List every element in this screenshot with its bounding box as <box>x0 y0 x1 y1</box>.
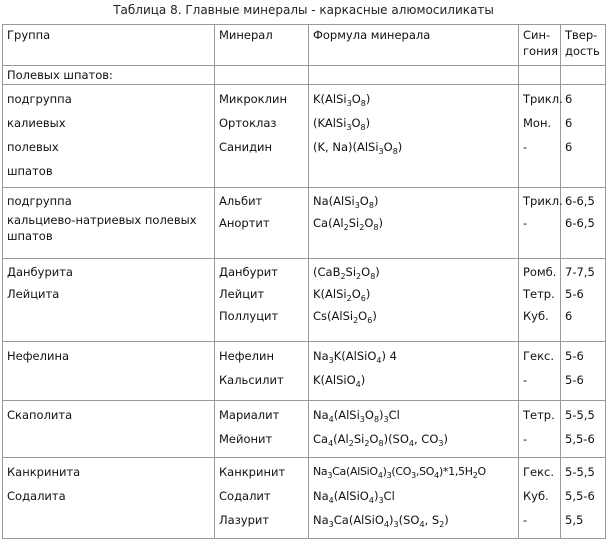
hardness-cell: 5-5,5 5,5-6 5,5 <box>561 458 606 539</box>
group-cell: Данбурита Лейцита <box>3 259 215 342</box>
mineral-cell: Микроклин Ортоклаз Санидин <box>215 85 309 188</box>
formula-cell <box>309 188 519 259</box>
syngony-cell: Ромб. Тетр. Куб. <box>519 259 561 342</box>
syngony-cell: Трикл. Мон. - <box>519 85 561 188</box>
formula-text: $Na(AlSi_3O_8)$ <box>313 194 379 210</box>
formula-text: $Na_4(AlSi_3O_8)_3Cl$ <box>313 408 400 424</box>
formula-cell <box>309 259 519 342</box>
table-row <box>3 85 606 188</box>
header-hardness: Твер- дость <box>561 25 606 66</box>
group-cell: Скаполита <box>3 401 215 458</box>
group-cell: Канкринита Содалита <box>3 458 215 539</box>
mineral-cell: Альбит Анортит <box>215 188 309 259</box>
syngony-cell: Тетр. - <box>519 401 561 458</box>
formula-text: $(CaB_2Si_2O_8)$ <box>313 265 380 281</box>
hardness-cell: 7-7,5 5-6 6 <box>561 259 606 342</box>
table-caption: Таблица 8. Главные минералы - каркасные алюмосиликаты <box>113 3 494 17</box>
hardness-cell: 6 6 6 <box>561 85 606 188</box>
header-mineral: Минерал <box>215 25 309 66</box>
formula-text: $Ca_4(Al_2Si_2O_8)(SO_4$, $CO_3$) <box>313 432 448 448</box>
formula-text: $K(AlSi_3O_8)$ <box>313 92 371 108</box>
syngony-cell: Трикл. - <box>519 188 561 259</box>
formula-cell <box>309 458 519 539</box>
formula-text: $Na_3Ca(AlSiO_4)_3(SO_4$, $S_2$) <box>313 513 449 529</box>
formula-text: $Na_4(AlSiO_4)_3Cl$ <box>313 489 395 505</box>
formula-text: $K(AlSi_2O_6)$ <box>313 287 371 303</box>
minerals-table <box>2 24 606 539</box>
formula-text: $Ca(Al_2Si_2O_8)$ <box>313 216 383 232</box>
mineral-cell: Канкринит Содалит Лазурит <box>215 458 309 539</box>
formula-cell <box>309 85 519 188</box>
formula-text: $Cs(AlSi_2O_6)$ <box>313 309 377 325</box>
formula-text: (K, $Na)(AlSi_3O_8)$ <box>313 140 403 156</box>
table-row <box>3 259 606 342</box>
mineral-cell: Нефелин Кальсилит <box>215 342 309 401</box>
hardness-cell: 6-6,5 6-6,5 <box>561 188 606 259</box>
hardness-cell: 5-6 5-6 <box>561 342 606 401</box>
formula-cell <box>309 342 519 401</box>
group-cell: подгруппа кальциево-натриевых полевых шпатов <box>3 188 215 259</box>
header-row <box>3 25 606 66</box>
formula-text: $Na_3Ca(AlSiO_4)_3(CO_3,SO_4)*1,5H_2O$ <box>313 465 486 480</box>
formula-text: $Na_3K(AlSiO_4)$ 4 <box>313 349 397 365</box>
header-syngony: Син- гония <box>519 25 561 66</box>
section-feldspar: Полевых шпатов: <box>3 66 215 85</box>
hardness-cell: 5-5,5 5,5-6 <box>561 401 606 458</box>
table-row <box>3 458 606 539</box>
mineral-cell: Мариалит Мейонит <box>215 401 309 458</box>
formula-text: K(AlSiO$_4$) <box>313 373 366 389</box>
syngony-cell: Гекс. - <box>519 342 561 401</box>
section-row <box>3 66 606 85</box>
header-formula: Формула минерала <box>309 25 519 66</box>
table-row <box>3 401 606 458</box>
table-row <box>3 342 606 401</box>
group-cell: подгруппа калиевых полевых шпатов <box>3 85 215 188</box>
syngony-cell: Гекс. Куб. - <box>519 458 561 539</box>
table-row <box>3 188 606 259</box>
group-cell: Нефелина <box>3 342 215 401</box>
formula-cell <box>309 401 519 458</box>
formula-text: $(KAlSi_3O_8)$ <box>313 116 371 132</box>
header-group: Группа <box>3 25 215 66</box>
mineral-cell: Данбурит Лейцит Поллуцит <box>215 259 309 342</box>
